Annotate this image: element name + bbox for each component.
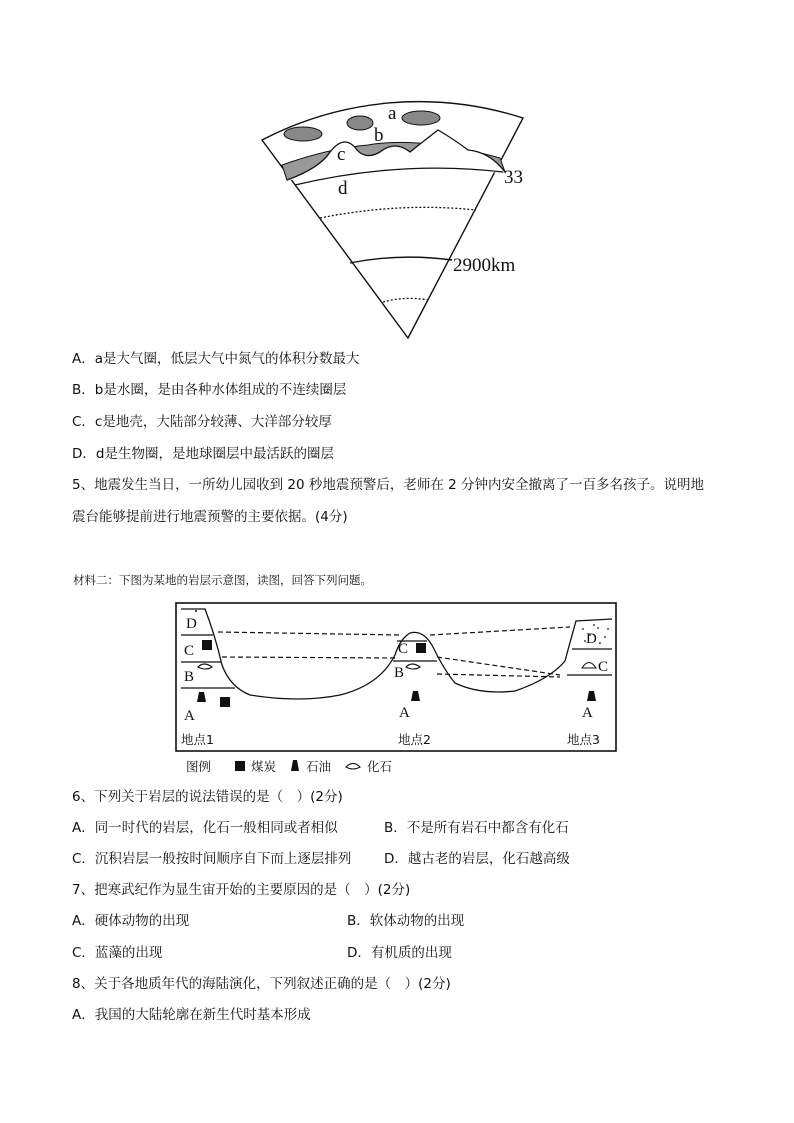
layer-c-label: C (598, 659, 609, 675)
q4-option-b: B．b是水圈，是由各种水体组成的不连续圈层 (72, 382, 347, 398)
label-d: d (338, 178, 348, 199)
label-b: b (374, 125, 384, 146)
legend-coal: 煤炭 (251, 759, 277, 774)
correlation-line (437, 674, 560, 677)
label-depth-33: 33 (504, 167, 523, 188)
q4-option-c: C．c是地壳，大陆部分较薄、大洋部分较厚 (72, 414, 332, 430)
fossil-symbol (406, 664, 420, 669)
site-3-label: 地点3 (567, 732, 600, 747)
q7-option-d: D．有机质的出现 (347, 945, 452, 961)
q7-option-a: A．硬体动物的出现 (72, 913, 190, 929)
layer-c-label: C (398, 641, 409, 657)
q8-stem: 8、关于各地质年代的海陆演化，下列叙述正确的是（ ）(2分) (72, 976, 451, 992)
oil-legend-icon (290, 760, 300, 772)
dotted-line (383, 298, 428, 302)
site-1-label: 地点1 (181, 732, 214, 747)
site1-outline (181, 609, 612, 699)
oil-symbol (197, 692, 206, 702)
layer-a-label: A (184, 708, 195, 724)
q4-option-a: A．a是大气圈，低层大气中氮气的体积分数最大 (72, 351, 360, 367)
cloud-shape (402, 111, 440, 125)
q6-stem: 6、下列关于岩层的说法错误的是（ ）(2分) (72, 789, 343, 805)
correlation-line (437, 657, 560, 675)
material2-heading: 材料二：下图为某地的岩层示意图，读图，回答下列问题。 (73, 573, 372, 587)
layer-b-label: B (184, 669, 195, 685)
layer-b-label: B (394, 665, 405, 681)
q6-option-a: A．同一时代的岩层，化石一般相同或者相似 (72, 820, 338, 836)
site1-dot (195, 610, 197, 612)
layer-a-label: A (582, 705, 593, 721)
figure2-legend (186, 757, 392, 775)
q6-option-b: B．不是所有岩石中都含有化石 (384, 820, 569, 836)
oil-symbol (411, 691, 420, 701)
q6-option-d: D．越古老的岩层，化石越高级 (384, 851, 570, 867)
correlation-line (430, 627, 570, 635)
fossil-symbol (198, 664, 212, 669)
coal-legend-icon (235, 761, 245, 771)
gutenberg-line (350, 257, 452, 263)
legend-title: 图例 (186, 759, 212, 774)
layer-c-label: C (184, 643, 195, 659)
cloud-shape (284, 127, 322, 141)
q7-option-c: C．蓝藻的出现 (72, 945, 163, 961)
q5-line-2: 震台能够提前进行地震预警的主要依据。(4分) (72, 509, 348, 525)
cloud-shape (347, 116, 373, 130)
correlation-line (218, 632, 400, 635)
coal-symbol (202, 640, 212, 650)
label-a: a (388, 103, 397, 124)
q8-option-a: A．我国的大陆轮廓在新生代时基本形成 (72, 1007, 311, 1023)
q6-option-c: C．沉积岩层一般按时间顺序自下而上逐层排列 (72, 851, 352, 867)
coal-symbol (220, 697, 230, 707)
oil-symbol (587, 691, 596, 701)
layer-d-label: D (186, 616, 197, 632)
q4-option-d: D．d是生物圈，是地球圈层中最活跃的圈层 (72, 446, 334, 462)
fossil-symbol (582, 663, 596, 669)
site-2-label: 地点2 (398, 732, 431, 747)
fossil-legend-icon (345, 761, 361, 771)
q7-stem: 7、把寒武纪作为显生宙开始的主要原因的是（ ）(2分) (72, 882, 411, 898)
rock-strata-diagram (0, 595, 794, 755)
label-c: c (337, 144, 346, 165)
dotted-line (320, 207, 476, 218)
q7-option-b: B．软体动物的出现 (347, 913, 465, 929)
correlation-line (222, 657, 395, 658)
label-depth-2900: 2900km (453, 255, 516, 276)
coal-symbol (416, 643, 426, 653)
q5-line-1: 5、地震发生当日，一所幼儿园收到 20 秒地震预警后，老师在 2 分钟内安全撤离了一百多名孩子。说明地 (72, 477, 705, 493)
layer-a-label: A (399, 705, 410, 721)
earth-sphere-diagram (0, 0, 794, 345)
legend-oil: 石油 (306, 759, 332, 774)
layer-d-label: D (586, 631, 597, 647)
legend-fossil: 化石 (367, 759, 393, 774)
